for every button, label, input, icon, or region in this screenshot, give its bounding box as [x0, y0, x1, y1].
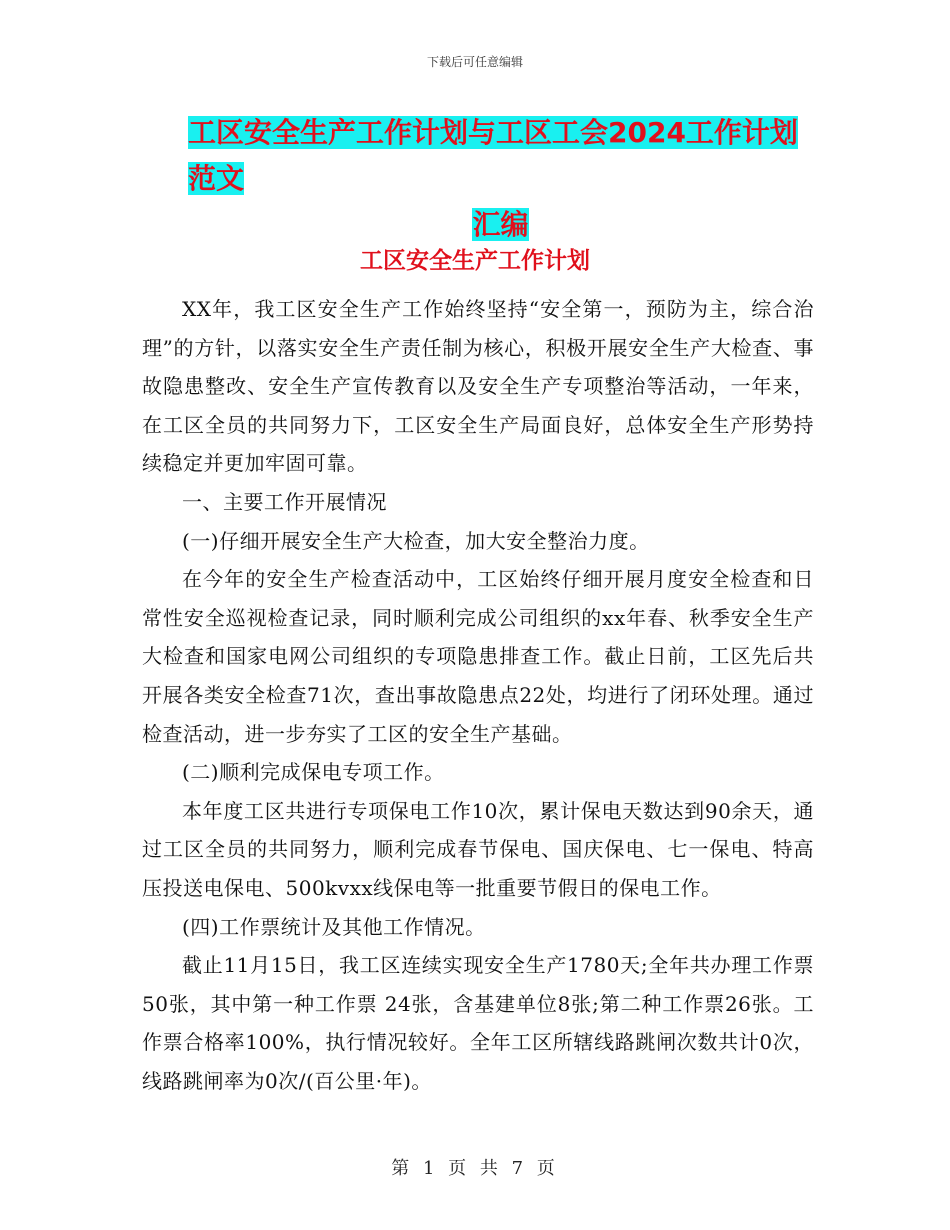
- heading-main-work: 一、主要工作开展情况: [182, 489, 387, 514]
- page-header-note: 下载后可任意编辑: [426, 55, 523, 69]
- paragraph-inspection: 在今年的安全生产检查活动中，工区始终仔细开展月度安全检查和日常性安全巡视检查记录，同时顺利完成公司组织的xx年春、秋季安全生产大检查和国家电网公司组织的专项隐患排查工作。截止日前，工区先后共开展各类安全检查71次，查出事故隐患点22处，均进行了闭环处理。通过检查活动，进一步夯实了工区的安全生产基础。: [142, 567, 814, 746]
- page-number: 第 1 页 共 7 页: [391, 1158, 559, 1179]
- subheading-inspection: (一)仔细开展安全生产大检查，加大安全整治力度。: [182, 528, 650, 553]
- body-text: [142, 290, 814, 1100]
- paragraph-intro: XX年，我工区安全生产工作始终坚持“安全第一，预防为主，综合治理”的方针，以落实安全生产责任制为核心，积极开展安全生产大检查、事故隐患整改、安全生产宣传教育以及安全生产专项整治等活动，一年来，在工区全员的共同努力下，工区安全生产局面良好，总体安全生产形势持续稳定并更加牢固可靠。: [142, 297, 814, 476]
- document-title: [188, 110, 813, 248]
- paragraph-power-protection: 本年度工区共进行专项保电工作10次，累计保电天数达到90余天，通过工区全员的共同努力，顺利完成春节保电、国庆保电、七一保电、特高压投送电保电、500kvxx线保电等一批重要节假日的保电工作。: [142, 798, 814, 900]
- document-title-line-1: 工区安全生产工作计划与工区工会2024工作计划范文: [188, 116, 798, 195]
- paragraph-work-tickets: 截止11月15日，我工区连续实现安全生产1780天;全年共办理工作票50张，其中第一种工作票 24张，含基建单位8张;第二种工作票26张。工作票合格率100%，执行情况较好。全年工区所辖线路跳闸次数共计0次，线路跳闸率为0次/(百公里·年)。: [142, 953, 814, 1093]
- document-title-line-2: 汇编: [472, 208, 529, 241]
- section-title: 工区安全生产工作计划: [360, 248, 590, 274]
- subheading-power-protection: (二)顺利完成保电专项工作。: [182, 760, 445, 785]
- subheading-work-tickets: (四)工作票统计及其他工作情况。: [182, 914, 486, 939]
